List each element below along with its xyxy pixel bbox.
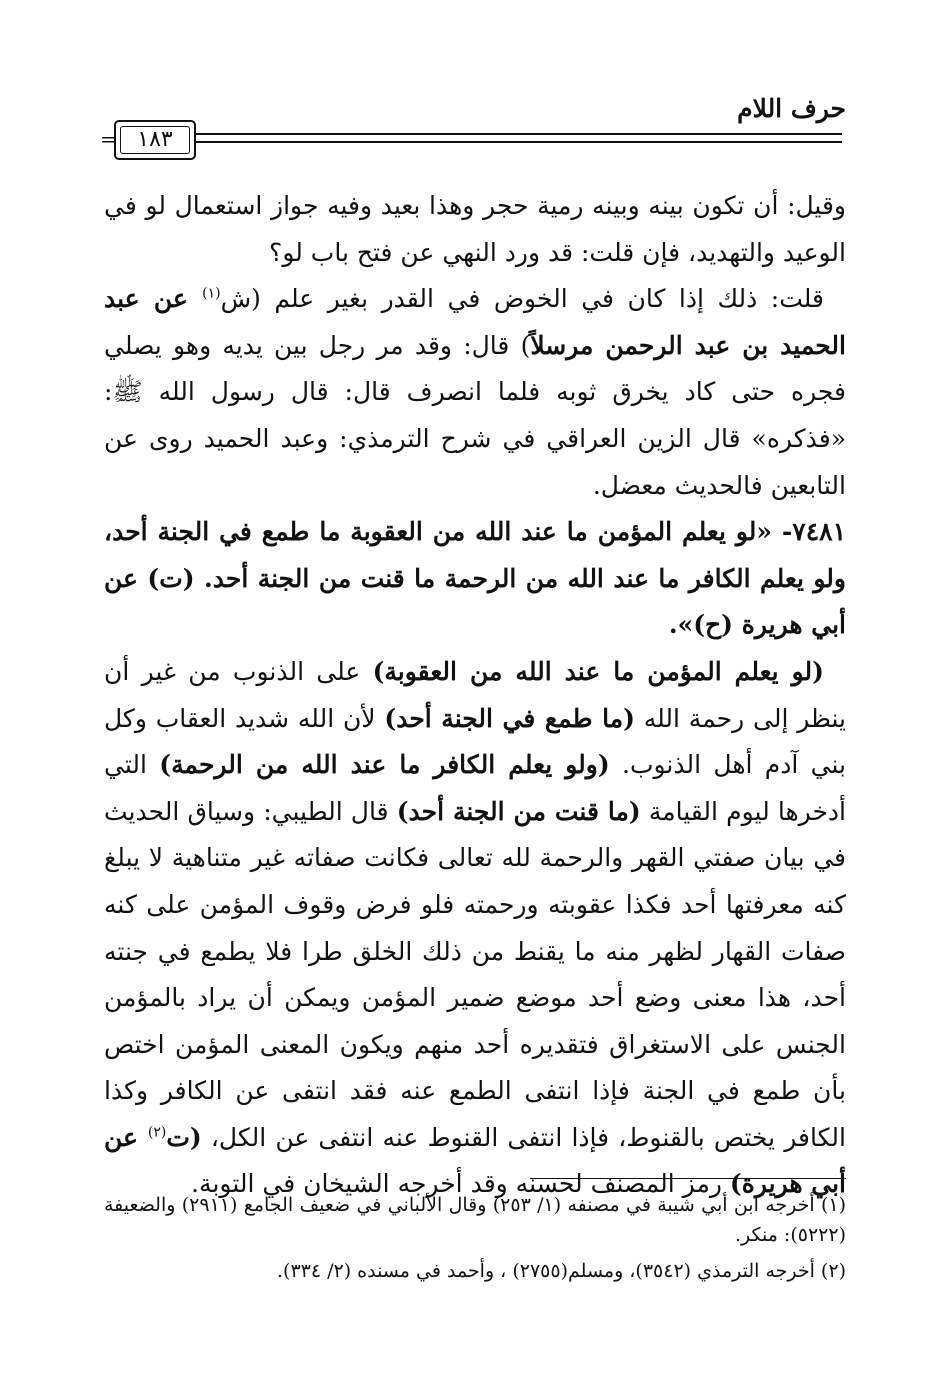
header-rule-bottom [196, 141, 842, 143]
page-number-frame [114, 120, 196, 160]
footnote-ref-1: (١) [202, 285, 221, 302]
commentary-source-open: (ت [166, 1122, 202, 1152]
footnote-1: (١) أخرجه ابن أبي شيبة في مصنفه (١/ ٢٥٣) وقال الألباني في ضعيف الجامع (٢٩١١) والضعيفة (٥٢٢٢): منكر. [104, 1194, 847, 1246]
footnote-2: (٢) أخرجه الترمذي (٣٥٤٢)، ومسلم(٢٧٥٥) ، وأحمد في مسنده (٢/ ٣٣٤). [276, 1260, 846, 1282]
header-rule-top [196, 133, 842, 135]
footnote-ref-2: (٢) [147, 1124, 167, 1141]
commentary-quote-1: (لو يعلم المؤمن ما عند الله من العقوبة) [372, 656, 824, 686]
commentary-text-6: التي أدخرها ليوم القيامة [104, 750, 846, 826]
commentary-text-4: لأن الله شديد العقاب وكل بني آدم أهل الذنوب. [104, 703, 846, 780]
hadith-7481: ٧٤٨١- «لو يعلم المؤمن ما عند الله من العقوبة ما طمع في الجنة أحد، ولو يعلم الكافر ما عند الله من الرحمة ما قنت من الجنة أحد. (ت) عن أبي هريرة (ح)». [104, 517, 846, 640]
commentary-quote-7: (ما قنت من الجنة أحد) [396, 796, 641, 826]
commentary-quote-3: (ما طمع في الجنة أحد) [384, 703, 635, 733]
main-text [104, 183, 846, 1208]
commentary-quote-5: (ولو يعلم الكافر ما عند الله من الرحمة) [159, 750, 610, 780]
commentary-source: عن أبي هريرة) [104, 1122, 846, 1199]
paragraph-2 [104, 276, 846, 509]
commentary [104, 649, 846, 1208]
paragraph-2-source: عن عبد الحميد بن عبد الرحمن مرسلاً [104, 284, 846, 360]
page-number: ١٨٣ [120, 126, 190, 154]
paragraph-2-part-c: ) قال: وقد مر رجل بين يديه وهو يصلي فجره حتى كاد يخرق ثوبه فلما انصرف قال: قال رسول الله ﷺ: «فذكره» قال الزين العراقي في شرح الترمذي: وعبد الحميد روى عن التابعين فالحديث معضل. [104, 330, 846, 500]
footnote-separator [530, 1178, 846, 1179]
commentary-text-11: رمز المصنف لحسنه وقد أخرجه الشيخان في التوبة. [191, 1169, 730, 1199]
header-rule-mark: = [100, 127, 117, 151]
chapter-title: حرف اللام [737, 94, 846, 123]
paragraph-2-part-a: قلت: ذلك إذا كان في الخوض في القدر بغير علم (ش [220, 284, 824, 314]
footnotes [104, 1190, 846, 1292]
commentary-text-2: على الذنوب من غير أن ينظر إلى رحمة الله [104, 656, 846, 733]
commentary-text-8: قال الطيبي: وسياق الحديث في بيان صفتي القهر والرحمة لله تعالى فكانت صفاته غير متناهية لا يبلغ كنه معرفتها أحد فكذا عقوبته ورحمته فلو فرض وقوف المؤمن على كنه صفات القهار لظهر منه ما يقنط من ذلك الخلق طرا فلا يطمع في جنته أحد، هذا معنى وضع أحد موضع ضمير المؤمن ويمكن أن يراد بالمؤمن الجنس على الاستغراق فتقديره أحد منهم ويكون المعنى المؤمن اختص بأن طمع في الجنة فإذا انتفى الطمع عنه فقد انتفى عن الكافر وكذا الكافر يختص بالقنوط، فإذا انتفى القنوط عنه انتفى عن الكل، [104, 796, 846, 1152]
paragraph-1: وقيل: أن تكون بينه وبينه رمية حجر وهذا بعيد وفيه جواز استعمال لو في الوعيد والتهديد، فإن قلت: قد ورد النهي عن فتح باب لو؟ [104, 191, 846, 267]
